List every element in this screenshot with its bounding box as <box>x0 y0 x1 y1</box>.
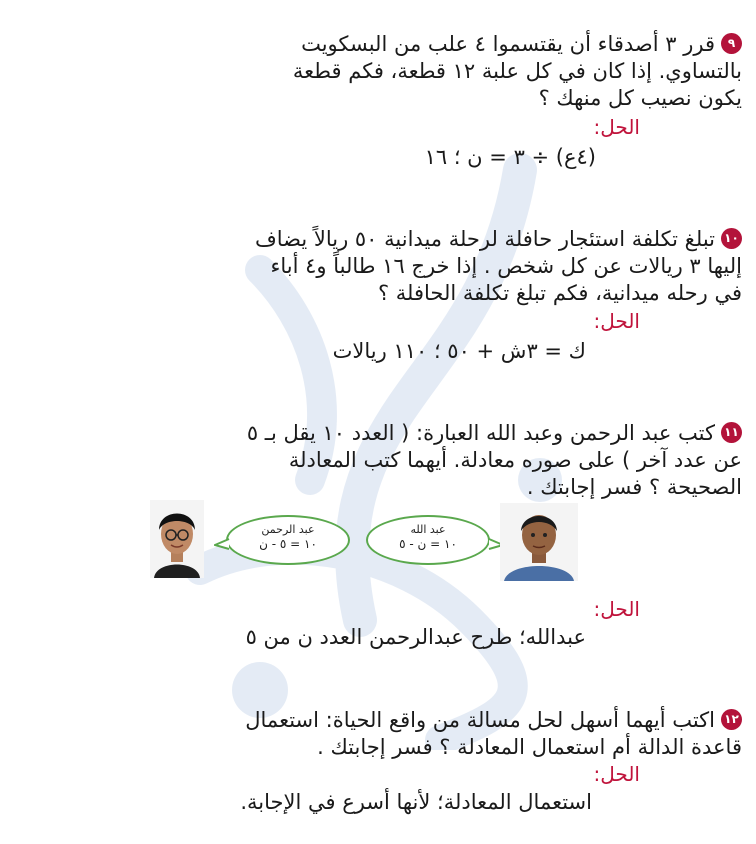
problem-9-line-2: بالتساوي. إذا كان في كل علبة ١٢ قطعة، فكم قطعة <box>292 59 742 83</box>
problem-11-line-3: الصحيحة ؟ فسر إجابتك . <box>526 475 742 499</box>
problem-10-line-3: في رحله ميدانية، فكم تبلغ تكلفة الحافلة ؟ <box>377 281 742 305</box>
problem-11-line-1: ١١كتب عبد الرحمن وعبد الله العبارة: ( العدد ١٠ يقل بـ ٥ <box>247 420 742 447</box>
problem-9-line-1: ٩قرر ٣ أصدقاء أن يقتسموا ٤ علب من البسكويت <box>293 31 742 58</box>
boy-right-photo <box>500 503 578 581</box>
problem-10-answer: ك = ٣ش + ٥٠ ؛ ١١٠ ريالات <box>332 339 586 363</box>
problem-11-number-badge: ١١ <box>721 422 742 443</box>
problem-12-line-1: ١٢اكتب أيهما أسهل لحل مسالة من واقع الحياة: استعمال <box>245 707 742 734</box>
problem-12-number-badge: ١٢ <box>721 709 742 730</box>
problem-12-solution-label: الحل: <box>593 762 640 786</box>
problem-10 <box>255 226 742 307</box>
problem-12 <box>245 707 742 761</box>
problem-11-line-2: عن عدد آخر ) على صوره معادلة. أيهما كتب المعادلة <box>288 448 742 472</box>
problem-11 <box>247 420 742 501</box>
problem-10-solution-label: الحل: <box>593 309 640 333</box>
problem-9 <box>293 31 742 112</box>
bubble-tail-left <box>214 537 230 551</box>
problem-11-answer: عبدالله؛ طرح عبدالرحمن العدد ن من ٥ <box>245 625 586 649</box>
problem-9-number-badge: ٩ <box>721 33 742 54</box>
problem-12-answer: استعمال المعادلة؛ لأنها أسرع في الإجابة. <box>240 790 592 814</box>
problem-9-solution-label: الحل: <box>593 115 640 139</box>
problem-9-line-3: يكون نصيب كل منهك ؟ <box>538 86 742 110</box>
problem-9-answer: (٤ع) ÷ ٣ = ن ؛ ١٦ <box>424 145 596 169</box>
bubble-equation-abdullah: ١٠ = ن - ٥ <box>399 537 457 551</box>
boy-left-photo <box>150 500 204 578</box>
problem-10-line-1: ١٠تبلغ تكلفة استئجار حافلة لرحلة ميدانية ٥٠ ريالاً يضاف <box>255 226 742 253</box>
problem-10-line-2: إليها ٣ ريالات عن كل شخص . إذا خرج ١٦ طالباً و٤ أباء <box>270 254 742 278</box>
problem-12-line-2: قاعدة الدالة أم استعمال المعادلة ؟ فسر إجابتك . <box>317 735 742 759</box>
problem-10-number-badge: ١٠ <box>721 228 742 249</box>
bubble-name-abdullah: عبد الله <box>410 523 446 536</box>
speech-bubble-abdullah <box>366 515 490 565</box>
bubble-equation-abdulrahman: ١٠ = ٥ - ن <box>259 537 317 551</box>
speech-bubble-abdulrahman <box>226 515 350 565</box>
problem-11-solution-label: الحل: <box>593 597 640 621</box>
bubble-name-abdulrahman: عبد الرحمن <box>261 523 315 536</box>
